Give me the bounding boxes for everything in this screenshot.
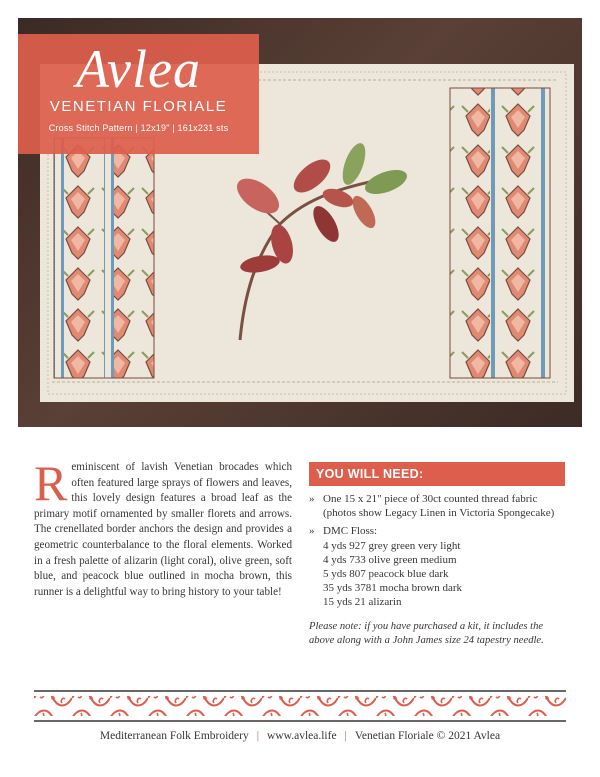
- fabric-requirement: One 15 x 21" piece of 30ct counted thread fabric (photos show Legacy Linen in Victoria Spongecake): [323, 493, 555, 520]
- drop-cap: R: [34, 455, 68, 511]
- bullet-icon: »: [309, 493, 315, 505]
- floss-item: 15 yds 21 alizarin: [323, 596, 402, 609]
- list-item: [309, 524, 565, 609]
- floss-item: 4 yds 733 olive green medium: [323, 553, 457, 566]
- brand-logo: Avlea: [76, 39, 201, 99]
- left-embroidered-border: [54, 138, 154, 378]
- list-item: [309, 492, 565, 520]
- title-box: [18, 34, 259, 154]
- floss-title: DMC Floss:: [323, 525, 378, 538]
- right-embroidered-border: [450, 88, 550, 378]
- footer-separator: |: [256, 730, 260, 742]
- floss-list: [323, 524, 462, 609]
- description-text: eminiscent of lavish Venetian brocades which often featured large sprays of flowers and leaves, this lovely design features a broad leaf as the primary motif ornamented by smaller florets and arrows. The crenellated border anchors the design and provides a geometric counterbalance to the floral elements. Worked in a fresh palette of alizarin (light coral), olive green, soft blue, and peacock blue outlined in mocha brown, this runner is a delightful way to bring history to your table!: [34, 461, 292, 598]
- floss-item: 35 yds 3781 mocha brown dark: [323, 582, 463, 595]
- description: [34, 455, 292, 600]
- materials-list: [309, 492, 565, 610]
- decorative-scroll-border: [34, 688, 566, 724]
- pattern-title: VENETIAN FLORIALE: [49, 98, 228, 115]
- bullet-icon: »: [309, 525, 315, 538]
- footer-separator: |: [344, 730, 347, 742]
- footer-website-link[interactable]: www.avlea.life: [267, 730, 337, 742]
- floss-item: 4 yds 927 grey green very light: [323, 539, 461, 552]
- footer-copyright: Venetian Floriale © 2021 Avlea: [354, 730, 501, 742]
- footer: [0, 730, 600, 742]
- hero-photo: [18, 18, 582, 427]
- kit-note: Please note: if you have purchased a kit, it includes the above along with a John James size 24 tapestry needle.: [309, 620, 544, 646]
- materials-panel: [309, 462, 565, 648]
- pattern-specs: Cross Stitch Pattern | 12x19" | 161x231 sts: [48, 123, 229, 133]
- floss-item: 5 yds 807 peacock blue dark: [323, 568, 449, 581]
- materials-title: YOU WILL NEED:: [309, 462, 565, 486]
- footer-tagline: Mediterranean Folk Embroidery: [99, 730, 249, 742]
